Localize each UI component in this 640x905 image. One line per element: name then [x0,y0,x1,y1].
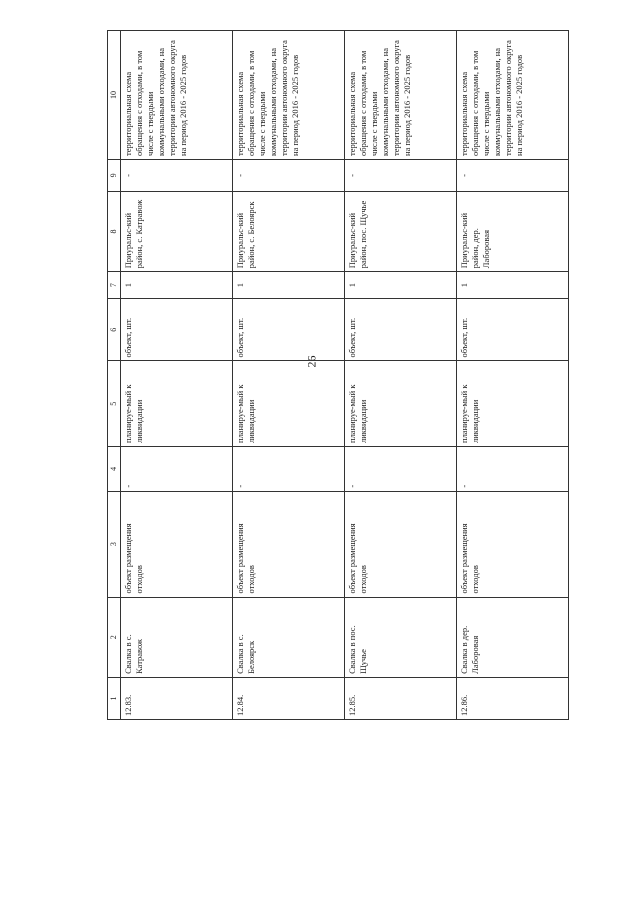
object-quantity: 1 [457,272,569,299]
object-unit: объект, шт. [233,298,345,361]
col9-value: - [121,159,233,191]
page-number: 26 [304,355,319,368]
object-status: планируе-мый к ликвидации [121,361,233,446]
table-row [121,31,233,720]
col4-value: - [457,446,569,491]
object-quantity: 1 [345,272,457,299]
object-location: Приуральс-кий район, с. Белоярск [233,191,345,271]
col4-value: - [233,446,345,491]
header-col-5: 5 [108,361,121,446]
object-status: планируе-мый к ликвидации [457,361,569,446]
header-col-1: 1 [108,677,121,719]
header-col-4: 4 [108,446,121,491]
object-name: Свалка в дер. Лаборовая [457,597,569,677]
object-location: Приуральс-кий район, дер. Лаборовая [457,191,569,271]
row-number: 12.83. [121,677,233,719]
object-name: Свалка в пос. Щучье [345,597,457,677]
object-unit: объект, шт. [345,298,457,361]
object-quantity: 1 [121,272,233,299]
row-number: 12.84. [233,677,345,719]
header-col-8: 8 [108,191,121,271]
object-purpose: объект размещения отходов [121,491,233,597]
object-purpose: объект размещения отходов [233,491,345,597]
header-col-6: 6 [108,298,121,361]
header-col-9: 9 [108,159,121,191]
object-status: планируе-мый к ликвидации [233,361,345,446]
object-unit: объект, шт. [457,298,569,361]
header-row [108,31,121,720]
object-quantity: 1 [233,272,345,299]
col9-value: - [457,159,569,191]
col9-value: - [233,159,345,191]
header-col-2: 2 [108,597,121,677]
table-row [233,31,345,720]
col4-value: - [345,446,457,491]
basis-document: территориальная схема обращения с отходами, в том числе с твердыми коммунальными отходами, на территории автономного округа на период 2016 - 2025 годов [345,31,457,160]
table-row [457,31,569,720]
object-unit: объект, шт. [121,298,233,361]
object-status: планируе-мый к ликвидации [345,361,457,446]
header-col-3: 3 [108,491,121,597]
basis-document: территориальная схема обращения с отходами, в том числе с твердыми коммунальными отходами, на территории автономного округа на период 2016 - 2025 годов [121,31,233,160]
basis-document: территориальная схема обращения с отходами, в том числе с твердыми коммунальными отходами, на территории автономного округа на период 2016 - 2025 годов [457,31,569,160]
object-location: Приуральс-кий район, пос. Щучье [345,191,457,271]
header-col-7: 7 [108,272,121,299]
row-number: 12.85. [345,677,457,719]
object-name: Свалка в с. Катравож [121,597,233,677]
objects-table-wrapper [107,30,607,720]
object-purpose: объект размещения отходов [345,491,457,597]
row-number: 12.86. [457,677,569,719]
object-purpose: объект размещения отходов [457,491,569,597]
basis-document: территориальная схема обращения с отходами, в том числе с твердыми коммунальными отходами, на территории автономного округа на период 2016 - 2025 годов [233,31,345,160]
header-col-10: 10 [108,31,121,160]
col4-value: - [121,446,233,491]
object-name: Свалка в с. Белоярск [233,597,345,677]
objects-table [107,30,569,720]
table-row [345,31,457,720]
col9-value: - [345,159,457,191]
object-location: Приуральс-кий район, с. Катравож [121,191,233,271]
